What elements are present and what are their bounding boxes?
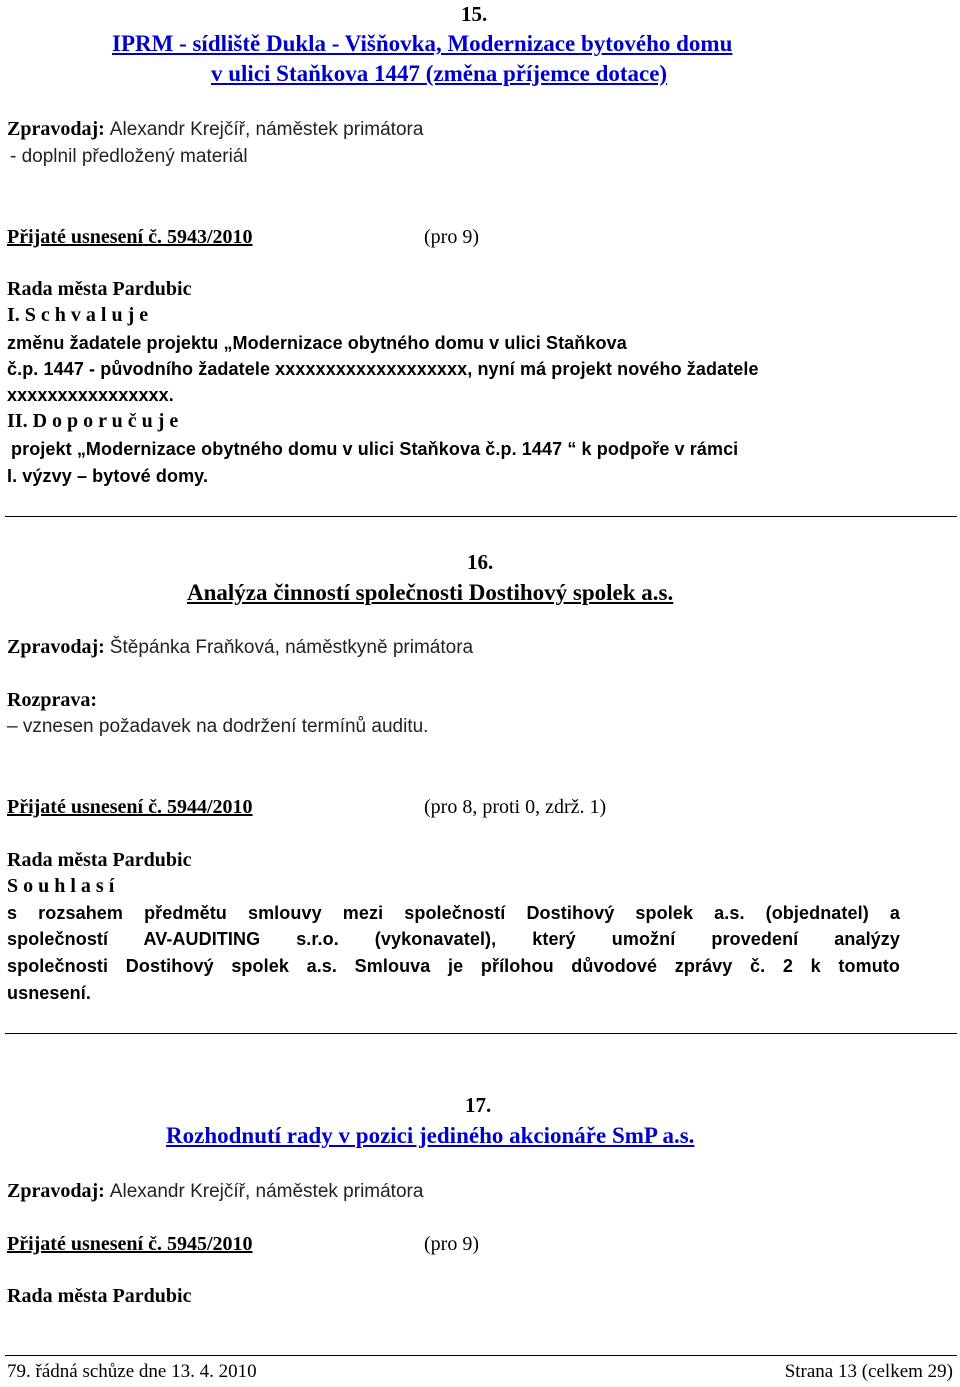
item-title: IPRM - sídliště Dukla - Višňovka, Modernizace bytového domu xyxy=(112,31,733,56)
resolution-text: změnu žadatele projektu „Modernizace obytného domu v ulici Staňkova xyxy=(7,333,627,353)
council-name: Rada města Pardubic xyxy=(7,278,192,300)
council-name: Rada města Pardubic xyxy=(7,849,192,871)
item-number: 16. xyxy=(467,550,494,574)
vote-result: (pro 9) xyxy=(424,226,479,248)
resolution-text: společnosti Dostihový spolek a.s. Smlouva je přílohou důvodové zprávy č. 2 k tomuto xyxy=(7,956,900,976)
resolution-number: Přijaté usnesení č. 5945/2010 xyxy=(7,1233,253,1255)
resolution-text: xxxxxxxxxxxxxxxx. xyxy=(7,385,174,405)
reporter-label: Zpravodaj: xyxy=(7,1180,105,1202)
reporter xyxy=(7,636,473,659)
resolution-text: usnesení. xyxy=(7,983,91,1003)
item-number: 15. xyxy=(461,2,488,26)
reporter-name: Alexandr Krejčíř, náměstek primátora xyxy=(109,119,424,140)
section-heading: II. D o p o r u č u j e xyxy=(7,410,179,432)
reporter xyxy=(7,1180,423,1203)
resolution-number: Přijaté usnesení č. 5944/2010 xyxy=(7,796,253,818)
item-title: Analýza činností společnosti Dostihový spolek a.s. xyxy=(187,580,674,605)
reporter-note: - doplnil předložený materiál xyxy=(10,146,248,167)
discussion-text: – vznesen požadavek na dodržení termínů auditu. xyxy=(7,716,429,737)
resolution-text: společností AV-AUDITING s.r.o. (vykonavatel), který umožní provedení analýzy xyxy=(7,929,900,949)
council-name: Rada města Pardubic xyxy=(7,1285,192,1307)
section-heading: S o u h l a s í xyxy=(7,875,115,897)
discussion-label: Rozprava: xyxy=(7,689,97,711)
reporter xyxy=(7,118,423,141)
item-title: Rozhodnutí rady v pozici jediného akcionáře SmP a.s. xyxy=(166,1123,695,1148)
resolution-text: s rozsahem předmětu smlouvy mezi společností Dostihový spolek a.s. (objednatel) a xyxy=(7,903,900,923)
vote-result: (pro 9) xyxy=(424,1233,479,1255)
footer-meeting: 79. řádná schůze dne 13. 4. 2010 xyxy=(7,1361,257,1382)
reporter-label: Zpravodaj: xyxy=(7,118,105,140)
section-heading: I. S c h v a l u j e xyxy=(7,304,149,326)
vote-result: (pro 8, proti 0, zdrž. 1) xyxy=(424,796,607,818)
resolution-text: č.p. 1447 - původního žadatele xxxxxxxxxxxxxxxxxxx, nyní má projekt nového žadatele xyxy=(7,359,759,379)
resolution-number: Přijaté usnesení č. 5943/2010 xyxy=(7,226,253,248)
reporter-label: Zpravodaj: xyxy=(7,636,105,658)
section-divider xyxy=(5,516,957,517)
footer-divider xyxy=(5,1355,957,1356)
section-divider xyxy=(5,1033,957,1034)
resolution-text: I. výzvy – bytové domy. xyxy=(7,466,209,486)
reporter-name: Alexandr Krejčíř, náměstek primátora xyxy=(109,1181,424,1202)
reporter-name: Štěpánka Fraňková, náměstkyně primátora xyxy=(109,637,474,658)
item-number: 17. xyxy=(465,1093,492,1117)
item-title-continued: v ulici Staňkova 1447 (změna příjemce dotace) xyxy=(211,61,668,86)
resolution-text: projekt „Modernizace obytného domu v ulici Staňkova č.p. 1447 “ k podpoře v rámci xyxy=(11,439,739,459)
footer-page-number: Strana 13 (celkem 29) xyxy=(784,1361,953,1382)
